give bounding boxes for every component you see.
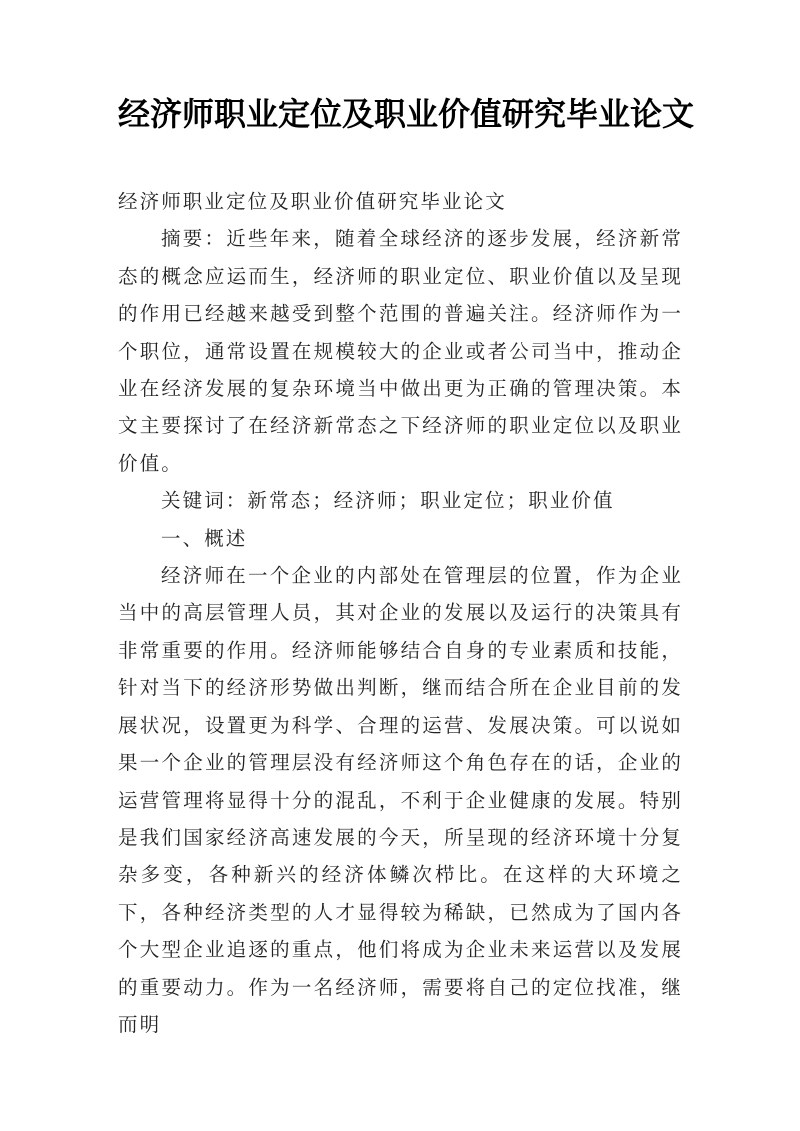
paragraph-overview: 经济师在一个企业的内部处在管理层的位置，作为企业当中的高层管理人员，其对企业的发展以及运行的决策具有非常重要的作用。经济师能够结合自身的专业素质和技能，针对当下的经济形势做出判断，继而结合所在企业目前的发展状况，设置更为科学、合理的运营、发展决策。可以说如果一个企业的管理层没有经济师这个角色存在的话，企业的运营管理将显得十分的混乱，不利于企业健康的发展。特别是我们国家经济高速发展的今天，所呈现的经济环境十分复杂多变，各种新兴的经济体鳞次栉比。在这样的大环境之下，各种经济类型的人才显得较为稀缺，已然成为了国内各个大型企业追逐的重点，他们将成为企业未来运营以及发展的重要动力。作为一名经济师，需要将自己的定位找准，继而明 (118, 566, 683, 1036)
paragraph-keywords: 关键词：新常态；经济师；职业定位；职业价值 (161, 491, 615, 513)
document-title: 经济师职业定位及职业价值研究毕业论文 (118, 96, 695, 132)
paragraph-abstract: 摘要：近些年来，随着全球经济的逐步发展，经济新常态的概念应运而生，经济师的职业定位、职业价值以及呈现的作用已经越来越受到整个范围的普遍关注。经济师作为一个职位，通常设置在规模较大的企业或者公司当中，推动企业在经济发展的复杂环境当中做出更为正确的管理决策。本文主要探讨了在经济新常态之下经济师的职业定位以及职业价值。 (118, 229, 683, 475)
paragraph-section-heading: 一、概述 (161, 528, 248, 550)
document-body (118, 184, 683, 1044)
paragraph-subtitle: 经济师职业定位及职业价值研究毕业论文 (118, 192, 507, 213)
